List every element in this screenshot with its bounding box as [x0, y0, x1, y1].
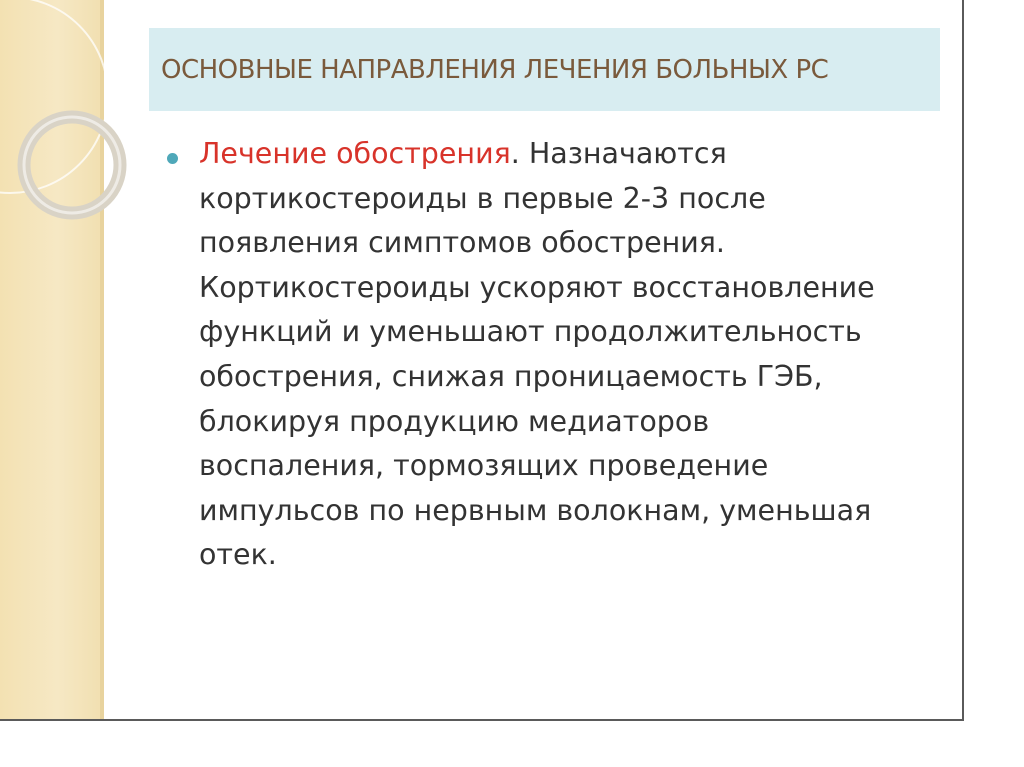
slide-title: ОСНОВНЫЕ НАПРАВЛЕНИЯ ЛЕЧЕНИЯ БОЛЬНЫХ РС: [161, 55, 829, 85]
bullet-line: Кортикостероиды ускоряют восстановление: [199, 270, 875, 304]
bullet-line: появления симптомов обострения.: [199, 226, 725, 260]
bullet-line: воспаления, тормозящих проведение: [199, 449, 769, 483]
bullet-highlight: Лечение обострения: [199, 137, 511, 170]
bullet-line: отек.: [199, 538, 277, 572]
title-band: [149, 28, 940, 111]
bullet-line: кортикостероиды в первые 2-3 после: [199, 181, 766, 215]
slide-shadow-right: [962, 0, 964, 721]
bullet-line: . Назначаются: [510, 137, 727, 170]
bullet-dot-icon: [167, 153, 178, 164]
bullet-line: блокируя продукцию медиаторов: [199, 404, 710, 438]
bullet-line: функций и уменьшают продолжительность: [199, 315, 862, 349]
ring-decoration-icon: [0, 0, 130, 260]
bullet-line: обострения, снижая проницаемость ГЭБ,: [199, 359, 823, 393]
bullet-line: импульсов по нервным волокнам, уменьшая: [199, 493, 872, 527]
bullet-text: [199, 132, 929, 578]
slide-shadow-bottom: [0, 719, 964, 721]
